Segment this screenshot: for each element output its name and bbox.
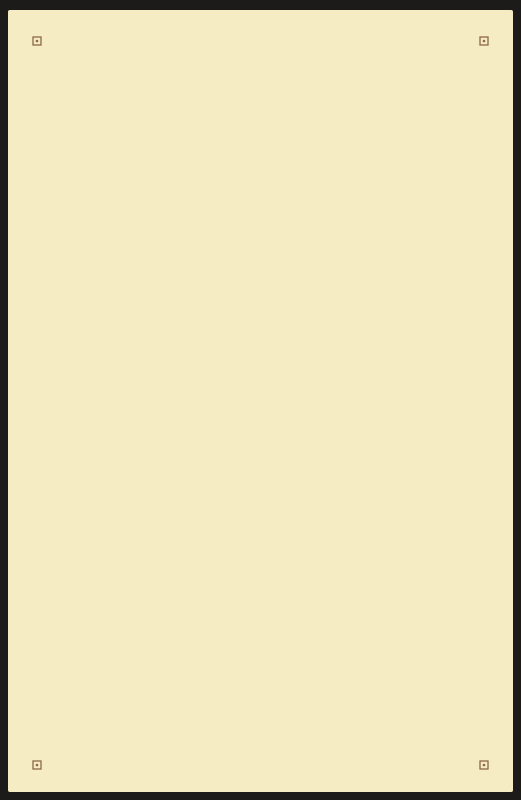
leaflet-card bbox=[8, 10, 513, 792]
corner-ornament-bottom-right bbox=[480, 761, 488, 769]
corner-ornament-top-left bbox=[33, 37, 41, 45]
corner-ornament-top-right bbox=[480, 37, 488, 45]
corner-ornament-bottom-left bbox=[33, 761, 41, 769]
dotted-frame bbox=[8, 10, 513, 792]
